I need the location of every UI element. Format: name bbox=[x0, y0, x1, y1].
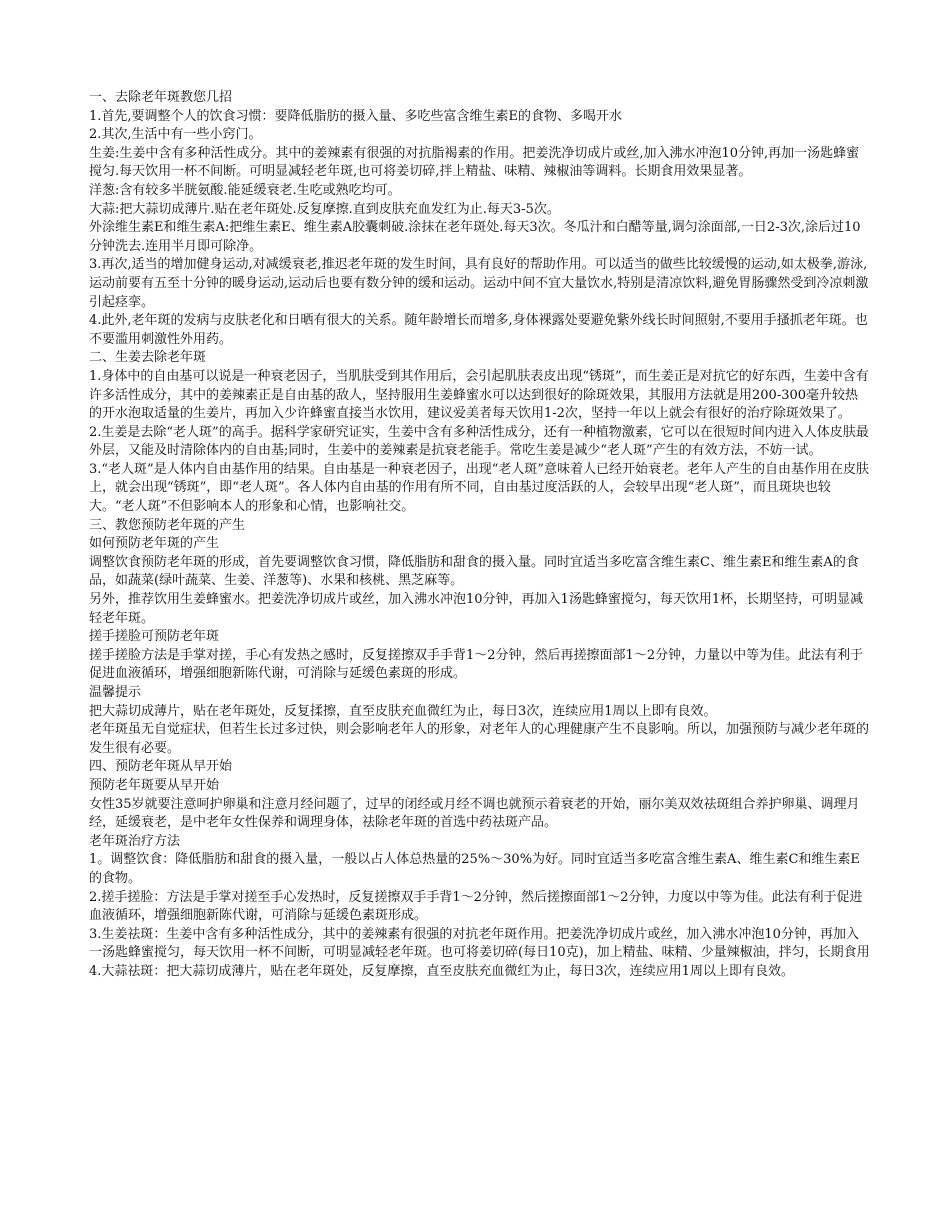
paragraph: 1.首先,要调整个人的饮食习惯：要降低脂肪的摄入量、多吃些富含维生素E的食物、多喝开水 bbox=[89, 108, 623, 124]
section-heading: 预防老年斑要从早开始 bbox=[89, 777, 220, 793]
paragraph: 女性35岁就要注意呵护卵巢和注意月经问题了，过早的闭经或月经不调也就预示着衰老的开始，丽尔美双效祛斑组合养护卵巢、调理月经，延缓衰老，是中老年女性保养和调理身体，祛除老年斑的首选中药祛斑产品。 bbox=[89, 796, 860, 831]
section-heading: 温馨提示 bbox=[89, 685, 142, 700]
paragraph: 1。调整饮食：降低脂肪和甜食的摄入量，一般以占人体总热量的25%～30%为好。同时宜适当多吃富含维生素A、维生素C和维生素E的食物。 bbox=[89, 852, 860, 886]
paragraph: 2.搓手搓脸：方法是手掌对搓至手心发热时，反复搓擦双手手背1～2分钟，然后搓擦面部1～2分钟，力度以中等为佳。此法有利于促进血液循环，增强细胞新陈代谢，可消除与延缓色素斑形成。 bbox=[89, 889, 863, 924]
paragraph: 4.大蒜祛斑：把大蒜切成薄片，贴在老年斑处，反复摩擦，直至皮肤充血微红为止，每日3次，连续应用1周以上即有良效。 bbox=[89, 963, 794, 979]
paragraph: 2.其次,生活中有一些小窍门。 bbox=[89, 127, 262, 143]
section-heading: 搓手搓脸可预防老年斑 bbox=[89, 629, 220, 645]
paragraph: 1.身体中的自由基可以说是一种衰老因子，当肌肤受到其作用后，会引起肌肤表皮出现“锈斑”，而生姜正是对抗它的好东西，生姜中含有许多活性成分，其中的姜辣素正是自由基的敌人，坚持服用生姜蜂蜜水可以达到很好的除斑效果，其服用方法就是用200-300毫升较热的开水泡取适量的生姜片，再加入少许蜂蜜直接当水饮用，建议爱美者每天饮用1-2次，坚持一年以上就会有很好的治疗除斑效果了。 bbox=[89, 368, 869, 422]
paragraph: 外涂维生素E和维生素A:把维生素E、维生素A胶囊刺破.涂抹在老年斑处.每天3次。冬瓜汁和白醋等量,调匀涂面部,一日2-3次,涂后过10分钟洗去.连用半月即可除净。 bbox=[89, 220, 861, 254]
section-heading: 四、预防老年斑从早开始 bbox=[89, 759, 233, 775]
paragraph: 调整饮食预防老年斑的形成，首先要调整饮食习惯，降低脂肪和甜食的摄入量。同时宜适当多吃富含维生素C、维生素E和维生素A的食品，如蔬菜(绿叶蔬菜、生姜、洋葱等)、水果和核桃、黑芝麻等。 bbox=[89, 554, 859, 589]
section-heading: 三、教您预防老年斑的产生 bbox=[89, 517, 246, 533]
paragraph: 生姜:生姜中含有多种活性成分。其中的姜辣素有很强的对抗脂褐素的作用。把姜洗净切成片或丝,加入沸水冲泡10分钟,再加一汤匙蜂蜜搅匀.每天饮用一杯不间断。可明显减轻老年斑,也可将姜切碎,拌上精盐、味精、辣椒油等调料。长期食用效果显著。 bbox=[89, 145, 860, 180]
section-heading: 如何预防老年斑的产生 bbox=[89, 536, 220, 552]
paragraph: 4.此外,老年斑的发病与皮肤老化和日晒有很大的关系。随年龄增长而增多,身体裸露处要避免紫外线长时间照射,不要用手搔抓老年斑。也不要滥用刺激性外用药。 bbox=[89, 313, 868, 347]
paragraph: 3.“老人斑”是人体内自由基作用的结果。自由基是一种衰老因子，出现“老人斑”意味着人已经开始衰老。老年人产生的自由基作用在皮肤上，就会出现“锈斑”，即“老人斑”。各人体内自由基的作用有所不同，自由基过度活跃的人，会较早出现“老人斑”，而且斑块也较大。“老人斑”不但影响本人的形象和心情，也影响社交。 bbox=[89, 461, 869, 515]
paragraph: 搓手搓脸方法是手掌对搓，手心有发热之感时，反复搓擦双手手背1～2分钟，然后再搓擦面部1～2分钟，力量以中等为佳。此法有利于促进血液循环，增强细胞新陈代谢，可消除与延缓色素斑的形成。 bbox=[89, 647, 864, 682]
paragraph: 老年斑虽无自觉症状，但若生长过多过快，则会影响老年人的形象，对老年人的心理健康产生不良影响。所以，加强预防与减少老年斑的发生很有必要。 bbox=[89, 722, 870, 756]
paragraph: 把大蒜切成薄片，贴在老年斑处，反复揉擦，直至皮肤充血微红为止，每日3次，连续应用1周以上即有良效。 bbox=[89, 703, 717, 719]
section-heading: 二、生姜去除老年斑 bbox=[89, 350, 207, 366]
paragraph: 3.再次,适当的增加健身运动,对减缓衰老,推迟老年斑的发生时间，具有良好的帮助作用。可以适当的做些比较缓慢的运动,如太极拳,游泳,运动前要有五至十分钟的暖身运动,运动后也要有数分钟的缓和运动。运动中间不宜大量饮水,特别是清凉饮料,避免胃肠骤然受到冷凉刺激引起痉挛。 bbox=[89, 257, 869, 310]
paragraph: 3.生姜祛斑：生姜中含有多种活性成分，其中的姜辣素有很强的对抗老年斑作用。把姜洗净切成片或丝，加入沸水冲泡10分钟，再加入一汤匙蜂蜜搅匀，每天饮用一杯不间断，可明显减轻老年斑。也可将姜切碎(每日10克)，加上精盐、味精、少量辣椒油，拌匀，长期食用 bbox=[89, 926, 870, 961]
section-heading: 老年斑治疗方法 bbox=[89, 833, 181, 849]
paragraph: 洋葱:含有较多半胱氨酸.能延缓衰老.生吃或熟吃均可。 bbox=[89, 182, 401, 198]
section-heading: 一、去除老年斑教您几招 bbox=[89, 90, 233, 105]
paragraph: 另外，推荐饮用生姜蜂蜜水。把姜洗净切成片或丝，加入沸水冲泡10分钟，再加入1汤匙蜂蜜搅匀，每天饮用1杯，长期坚持，可明显减轻老年斑。 bbox=[89, 592, 864, 626]
paragraph: 大蒜:把大蒜切成薄片.贴在老年斑处.反复摩擦.直到皮肤充血发红为止.每天3-5次。 bbox=[89, 201, 560, 217]
paragraph: 2.生姜是去除“老人斑”的高手。据科学家研究证实，生姜中含有多种活性成分，还有一种植物激素，它可以在很短时间内进入人体皮肤最外层，又能及时清除体内的自由基;同时，生姜中的姜辣素是抗衰老能手。常吃生姜是减少“老人斑”产生的有效方法，不妨一试。 bbox=[89, 424, 869, 459]
